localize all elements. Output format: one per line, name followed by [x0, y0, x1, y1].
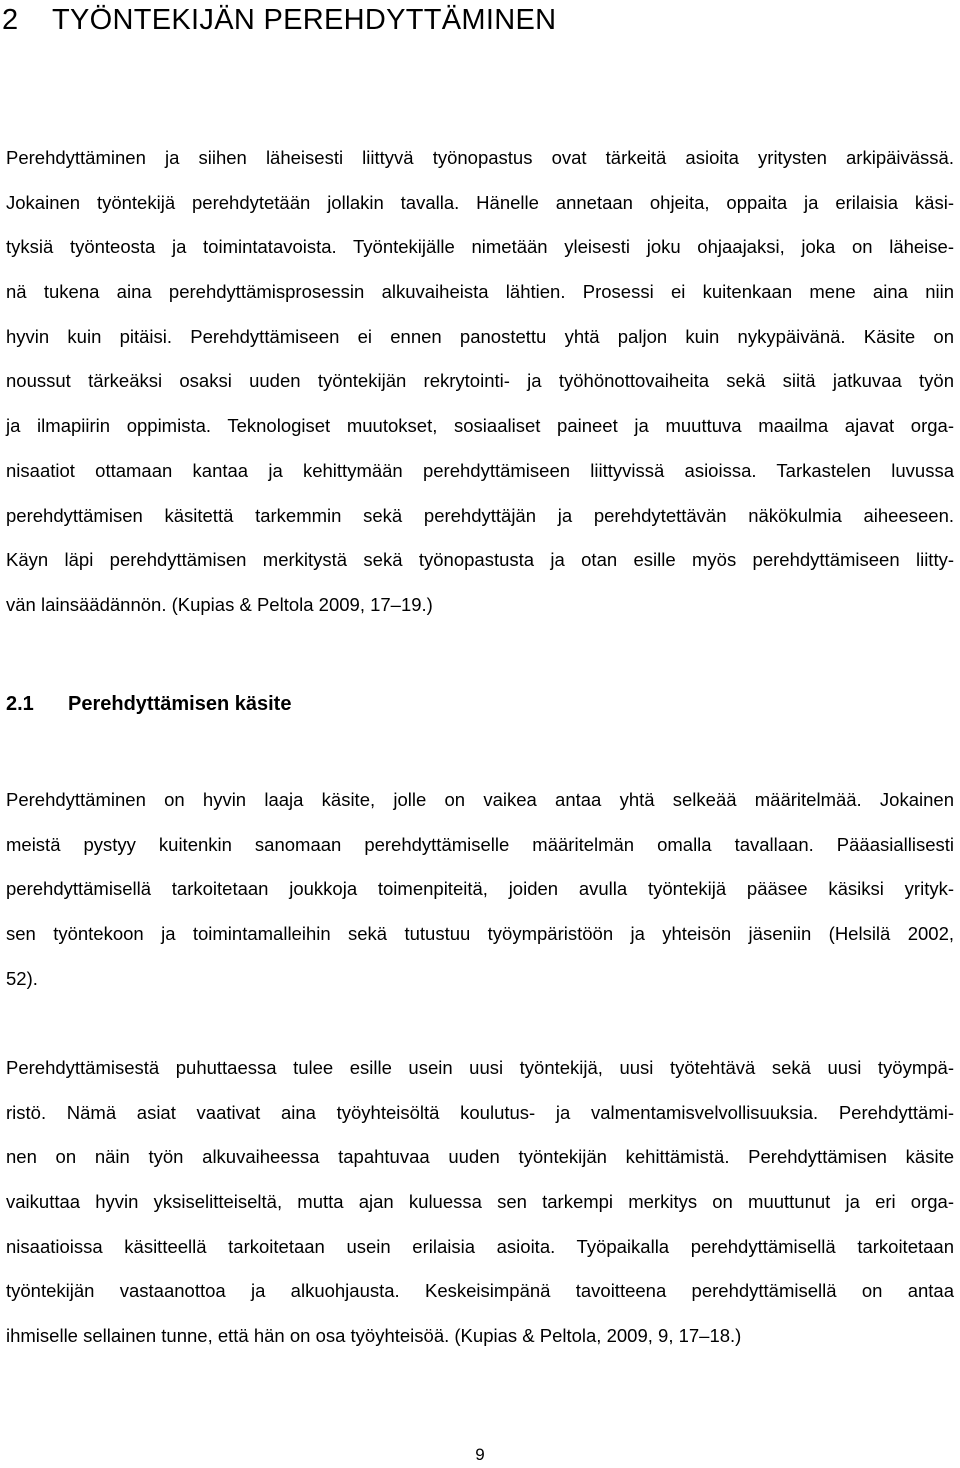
text-line: työntekijän vastaanottoa ja alkuohjausta. Keskeisimpänä tavoitteena perehdyttämisellä on antaa [6, 1280, 954, 1302]
text-line: Jokainen työntekijä perehdytetään jollakin tavalla. Hänelle annetaan ohjeita, oppaita ja erilaisia käsi- [6, 191, 954, 213]
text-line: perehdyttämisellä tarkoitetaan joukkoja toimenpiteitä, joiden avulla työntekijä pääsee käsiksi yrityk- [6, 878, 954, 900]
chapter-title: TYÖNTEKIJÄN PEREHDYTTÄMINEN [52, 4, 557, 36]
text-line: tyksiä työnteosta ja toimintatavoista. Työntekijälle nimetään yleisesti joku ohjaajaksi, joka on läheise- [6, 236, 954, 258]
text-line: vän lainsäädännön. (Kupias & Peltola 2009, 17–19.) [6, 593, 433, 615]
chapter-heading [2, 4, 556, 36]
text-line: nisaatiot ottamaan kantaa ja kehittymään perehdyttämiseen liittyvissä asioissa. Tarkastelen luvussa [6, 459, 954, 481]
paragraph-context [6, 1046, 954, 1359]
text-line: nä tukena aina perehdyttämisprosessin alkuvaiheista lähtien. Prosessi ei kuitenkaan mene aina niin [6, 281, 954, 303]
section-heading [6, 691, 291, 717]
text-line: meistä pystyy kuitenkin sanomaan perehdyttämiselle määritelmän omalla tavallaan. Pääasiallisesti [6, 833, 954, 855]
chapter-number: 2 [2, 4, 19, 36]
page-number: 9 [475, 1445, 485, 1464]
section-number: 2.1 [6, 693, 34, 715]
text-line: noussut tärkeäksi osaksi uuden työntekijän rekrytointi- ja työhönottovaiheita sekä siitä jatkuvaa työn [6, 370, 954, 392]
text-line: Käyn läpi perehdyttämisen merkitystä sekä työnopastusta ja otan esille myös perehdyttämiseen liitty- [6, 549, 954, 571]
paragraph-definition [6, 778, 954, 1001]
text-line: hyvin kuin pitäisi. Perehdyttämiseen ei ennen panostettu yhtä paljon kuin nykypäivänä. Käsite on [6, 325, 954, 347]
text-line: perehdyttämisen käsitettä tarkemmin sekä perehdyttäjän ja perehdytettävän näkökulmia aiheeseen. [6, 504, 954, 526]
text-line: nen on näin työn alkuvaiheessa tapahtuvaa uuden työntekijän kehittämistä. Perehdyttämisen käsite [6, 1146, 954, 1168]
text-line: Perehdyttämisestä puhuttaessa tulee esille usein uusi työntekijä, uusi työtehtävä sekä uusi työympä- [6, 1057, 954, 1078]
text-line: sen työntekoon ja toimintamalleihin sekä tutustuu työympäristöön ja yhteisön jäseniin (Helsilä 2002, [6, 923, 954, 945]
paragraph-intro [6, 136, 954, 628]
text-line: 52). [6, 967, 38, 989]
text-line: nisaatioissa käsitteellä tarkoitetaan usein erilaisia asioita. Työpaikalla perehdyttämisellä tarkoitetaan [6, 1235, 954, 1257]
text-line: ja ilmapiirin oppimista. Teknologiset muutokset, sosiaaliset paineet ja muuttuva maailma ajavat orga- [6, 415, 954, 437]
text-line: ristö. Nämä asiat vaativat aina työyhteisöltä koulutus- ja valmentamisvelvollisuuksia. Perehdyttämi- [6, 1101, 954, 1123]
text-line: Perehdyttäminen ja siihen läheisesti liittyvä työnopastus ovat tärkeitä asioita yritysten arkipäivässä. [6, 147, 954, 168]
text-line: Perehdyttäminen on hyvin laaja käsite, jolle on vaikea antaa yhtä selkeää määritelmää. Jokainen [6, 789, 954, 810]
text-line: vaikuttaa hyvin yksiselitteiseltä, mutta ajan kuluessa sen tarkempi merkitys on muuttunut ja eri orga- [6, 1191, 954, 1213]
section-title: Perehdyttämisen käsite [68, 693, 292, 715]
text-line: ihmiselle sellainen tunne, että hän on osa työyhteisöä. (Kupias & Peltola, 2009, 9, 17–18.) [6, 1325, 742, 1347]
